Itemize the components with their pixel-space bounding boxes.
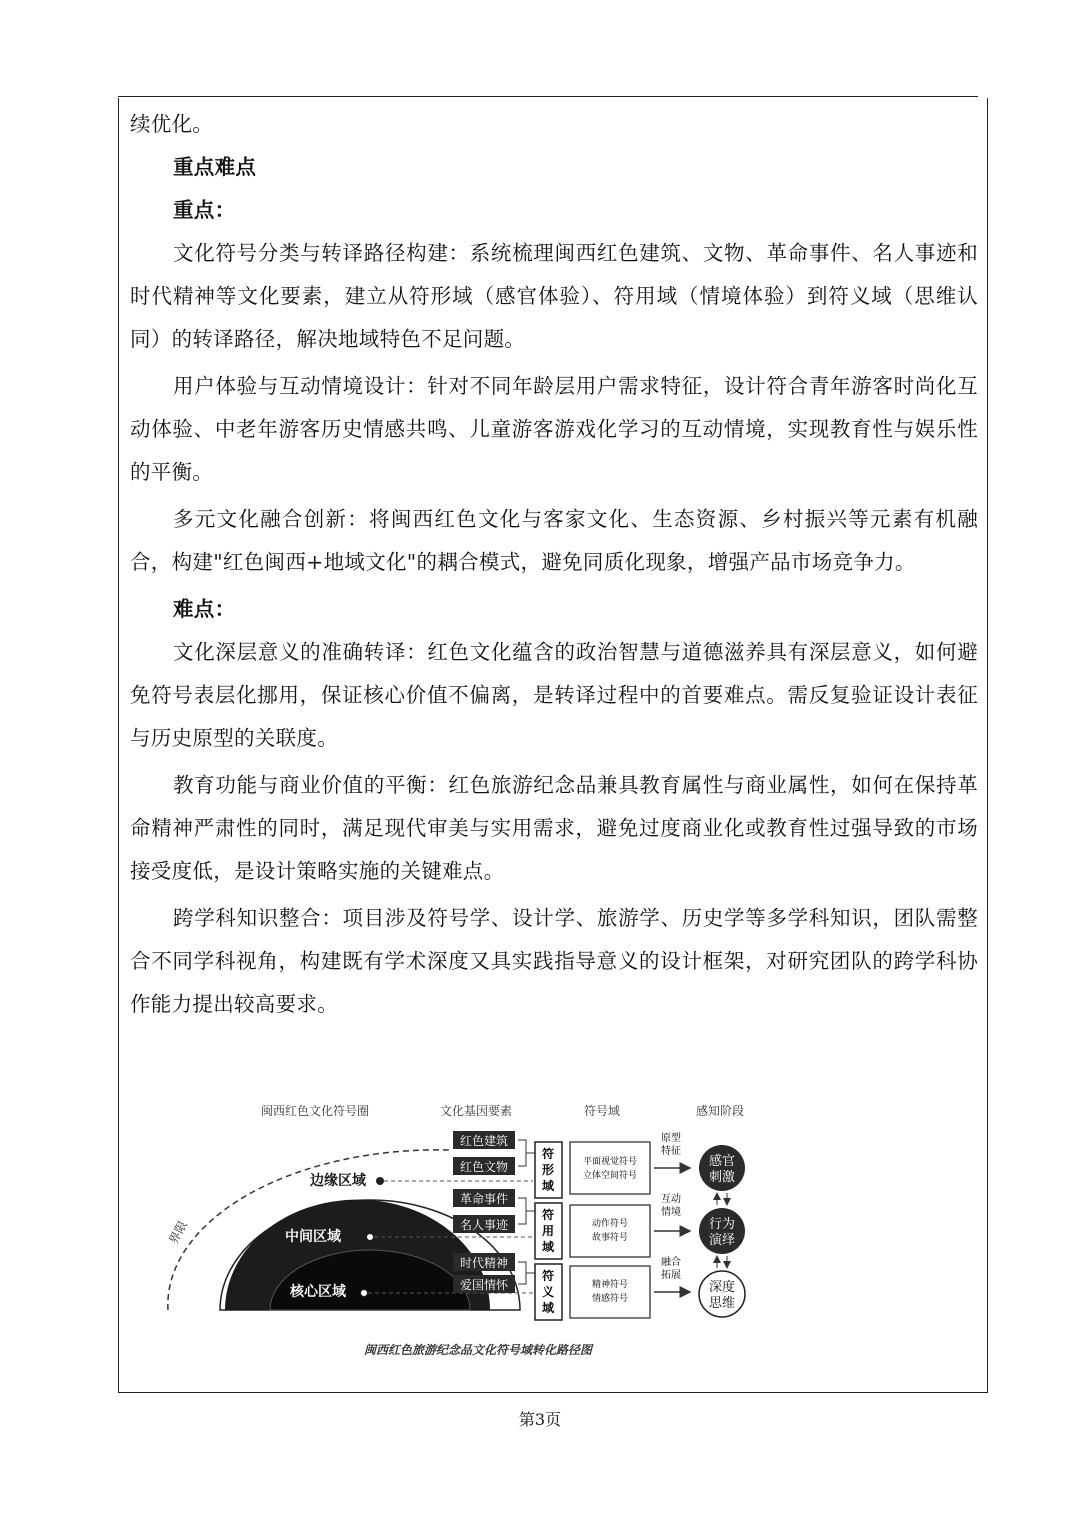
- gene-patriotism: 爱国情怀: [459, 1278, 509, 1292]
- svg-text:动作符号: 动作符号: [591, 1219, 629, 1229]
- stage-deep-line2: 思维: [708, 1296, 736, 1311]
- arrow-label-meaning-2: 拓展: [661, 1270, 681, 1281]
- domain-use: [535, 1203, 650, 1259]
- header-domain: 符号域: [583, 1104, 621, 1118]
- diagram-svg: [130, 1095, 980, 1380]
- gene-era-spirit: 时代精神: [459, 1256, 509, 1270]
- arrow-label-form-1: 原型: [661, 1133, 681, 1144]
- subheading-difficulties: 难点：: [173, 597, 236, 621]
- svg-text:情感符号: 情感符号: [591, 1294, 629, 1304]
- edge-dot: [376, 1177, 384, 1185]
- bracket-3: [518, 1262, 535, 1284]
- section-heading: 重点难点: [173, 155, 257, 179]
- svg-text:符: 符: [541, 1269, 555, 1283]
- domain-form: [535, 1142, 650, 1198]
- symbol-domain-diagram: [130, 1095, 980, 1380]
- svg-text:域: 域: [541, 1301, 555, 1315]
- paragraph-difficult-3: 跨学科知识整合：项目涉及符号学、设计学、旅游学、历史学等多学科知识，团队需整合不同学科视角，构建既有学术深度又具实践指导意义的设计框架，对研究团队的跨学科协作能力提出较高要求。: [130, 906, 978, 1016]
- arrow-label-use-1: 互动: [661, 1194, 681, 1205]
- stage-behavior-line1: 行为: [708, 1217, 736, 1232]
- figure-caption: 闽西红色旅游纪念品文化符号域转化路径图: [363, 1343, 593, 1357]
- stage-deep-line1: 深度: [708, 1280, 736, 1295]
- header-genes: 文化基因要素: [439, 1104, 513, 1118]
- domain-meaning: [535, 1264, 650, 1320]
- core-dot: [361, 1290, 368, 1297]
- arrow-label-meaning-1: 融合: [661, 1257, 681, 1268]
- boundary-label: 界限: [166, 1218, 190, 1247]
- document-body: [130, 103, 978, 1026]
- arrow-label-form-2: 特征: [661, 1146, 681, 1157]
- paragraph-difficult-2: 教育功能与商业价值的平衡：红色旅游纪念品兼具教育属性与商业属性，如何在保持革命精神严肃性的同时，满足现代审美与实用需求，避免过度商业化或教育性过强导致的市场接受度低，是设计策略实施的关键难点。: [130, 773, 978, 883]
- svg-text:域: 域: [541, 1179, 555, 1193]
- svg-text:平面视觉符号: 平面视觉符号: [582, 1157, 638, 1167]
- svg-text:形: 形: [541, 1163, 555, 1177]
- svg-text:义: 义: [541, 1285, 555, 1299]
- svg-text:符: 符: [541, 1208, 555, 1222]
- stage-sensory-line2: 刺激: [708, 1170, 736, 1185]
- header-circle: 闽西红色文化符号圈: [260, 1104, 370, 1118]
- stage-sensory-line1: 感官: [708, 1154, 736, 1169]
- svg-text:立体空间符号: 立体空间符号: [582, 1171, 638, 1181]
- gene-boxes: [453, 1131, 515, 1293]
- paragraph-difficult-1: 文化深层意义的准确转译：红色文化蕴含的政治智慧与道德滋养具有深层意义，如何避免符号表层化挪用，保证核心价值不偏离，是转译过程中的首要难点。需反复验证设计表征与历史原型的关联度。: [130, 640, 978, 750]
- svg-text:用: 用: [541, 1224, 555, 1238]
- subheading-key-points: 重点：: [173, 198, 236, 222]
- gene-revolution-event: 革命事件: [459, 1192, 509, 1206]
- bracket-2: [518, 1198, 535, 1224]
- bracket-1: [518, 1140, 535, 1166]
- svg-text:符: 符: [541, 1147, 555, 1161]
- header-stage: 感知阶段: [695, 1104, 745, 1118]
- gene-red-relic: 红色文物: [459, 1160, 509, 1174]
- middle-dot: [367, 1234, 374, 1241]
- svg-text:域: 域: [541, 1240, 555, 1254]
- paragraph-continuation: 续优化。: [130, 112, 214, 136]
- region-core-label: 核心区域: [290, 1284, 346, 1300]
- top-rule: [118, 96, 978, 97]
- gene-famous-deeds: 名人事迹: [459, 1218, 509, 1232]
- paragraph-key-2: 用户体验与互动情境设计：针对不同年龄层用户需求特征，设计符合青年游客时尚化互动体验、中老年游客历史情感共鸣、儿童游客游戏化学习的互动情境，实现教育性与娱乐性的平衡。: [130, 374, 978, 484]
- region-edge-label: 边缘区域: [310, 1173, 366, 1189]
- arrow-label-use-2: 情境: [661, 1207, 681, 1218]
- svg-text:故事符号: 故事符号: [591, 1233, 629, 1243]
- paragraph-key-3: 多元文化融合创新：将闽西红色文化与客家文化、生态资源、乡村振兴等元素有机融合，构建"红色闽西+地域文化"的耦合模式，避免同质化现象，增强产品市场竞争力。: [130, 507, 978, 574]
- region-middle-label: 中间区域: [285, 1229, 341, 1245]
- svg-text:精神符号: 精神符号: [591, 1280, 629, 1290]
- page-number: 第3页: [518, 1410, 562, 1429]
- stage-behavior-line2: 演绎: [708, 1233, 736, 1248]
- paragraph-key-1: 文化符号分类与转译路径构建：系统梳理闽西红色建筑、文物、革命事件、名人事迹和时代精神等文化要素，建立从符形域（感官体验）、符用域（情境体验）到符义域（思维认同）的转译路径，解决地域特色不足问题。: [130, 241, 978, 351]
- gene-red-building: 红色建筑: [459, 1134, 509, 1148]
